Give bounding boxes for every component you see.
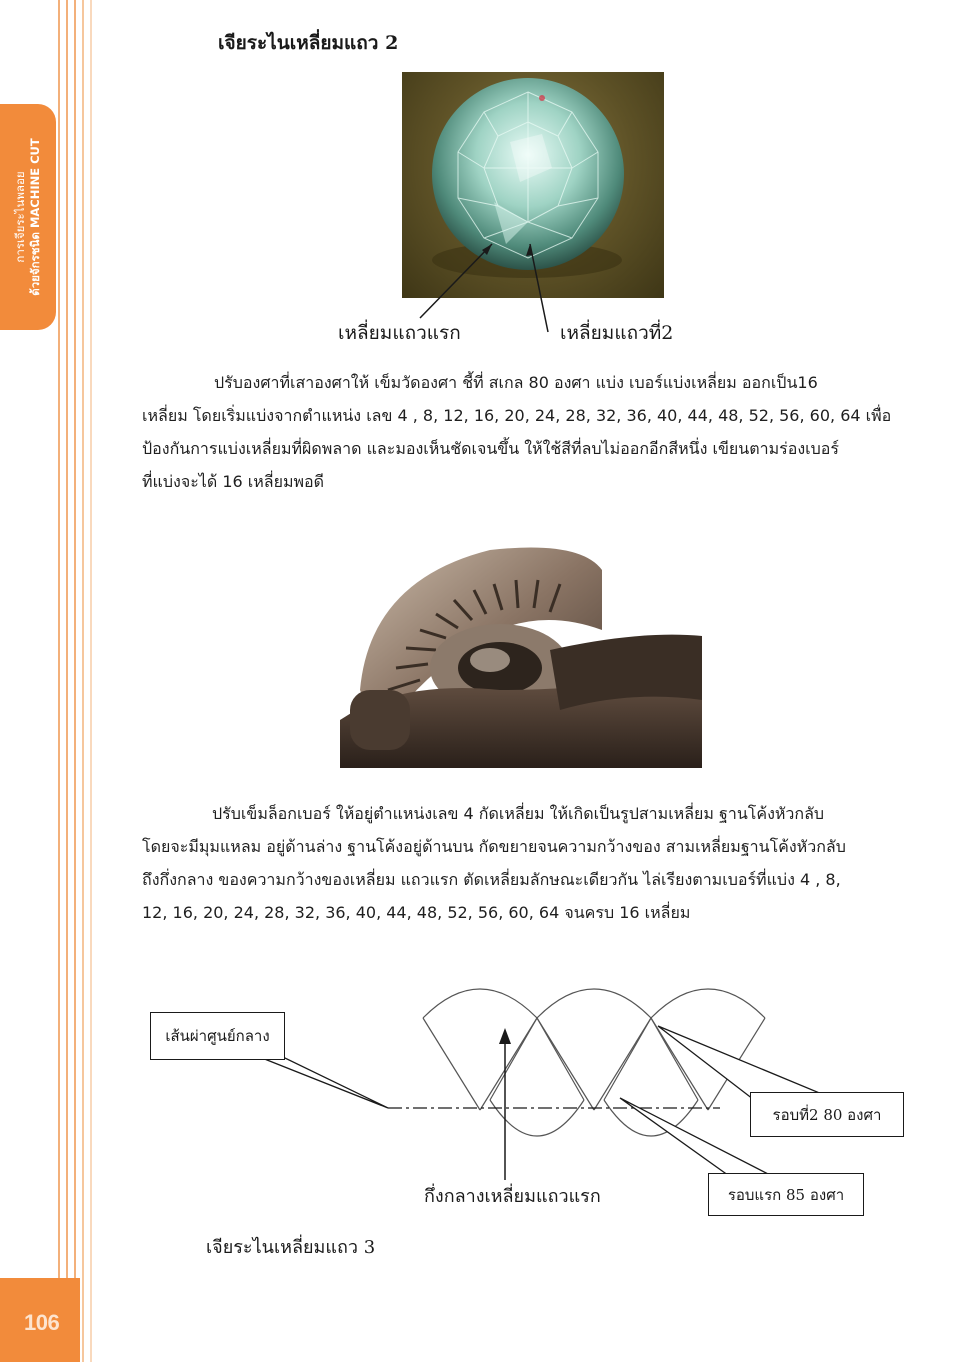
paragraph-line: เหลี่ยม โดยเริ่มแบ่งจากตำแหน่ง เลข 4 , 8, 12, 16, 20, 24, 28, 32, 36, 40, 44, 48, 52, 56, 60, 64 เพื่อ — [142, 406, 892, 425]
label-round-1 — [708, 1173, 864, 1216]
paragraph-line: 12, 16, 20, 24, 28, 32, 36, 40, 44, 48, 52, 56, 60, 64 จนครบ 16 เหลี่ยม — [142, 903, 691, 922]
page-number: 106 — [24, 1310, 60, 1335]
label-second-row-facets: เหลี่ยมแถวที่2 — [560, 322, 674, 344]
paragraph-line: ที่แบ่งจะได้ 16 เหลี่ยมพอดี — [142, 472, 325, 491]
label-round-2-text: รอบที่2 80 องศา — [772, 1105, 882, 1124]
gear-illustration — [340, 540, 702, 768]
label-round-2 — [750, 1092, 904, 1137]
chapter-tab-line: การเจียระไนพลอย — [13, 171, 27, 263]
paragraph-2 — [142, 797, 918, 929]
section-heading: เจียระไนเหลี่ยมแถว 3 — [206, 1237, 376, 1258]
gem-pointer-lines — [0, 0, 960, 360]
paragraph-line: ปรับเข็มล็อกเบอร์ ให้อยู่ตำแหน่งเลข 4 กัดเหลี่ยม ให้เกิดเป็นรูปสามเหลี่ยม ฐานโค้งหัวกลับ — [212, 804, 825, 823]
paragraph-1 — [142, 366, 918, 498]
paragraph-line: ปรับองศาที่เสาองศาให้ เข็มวัดองศา ชี้ที่ สเกล 80 องศา แบ่ง เบอร์แบ่งเหลี่ยม ออกเป็น16 — [214, 373, 818, 392]
label-mid-first-row: กึ่งกลางเหลี่ยมแถวแรก — [424, 1186, 601, 1207]
label-center-line-text: เส้นผ่าศูนย์กลาง — [165, 1027, 270, 1045]
paragraph-line: โดยจะมีมุมแหลม อยู่ด้านล่าง ฐานโค้งอยู่ด้านบน กัดขยายจนความกว้างของ สามเหลี่ยมฐานโค้งหัวกลับ — [142, 837, 846, 856]
gear-photo — [340, 540, 702, 768]
label-first-row-facets: เหลี่ยมแถวแรก — [338, 322, 461, 344]
section-heading: เจียระไนเหลี่ยมแถว 2 — [218, 32, 399, 54]
facet-diagram — [0, 975, 960, 1225]
label-center-line — [150, 1012, 285, 1060]
chapter-tab-line: ด้วยจักรชนิด MACHINE CUT — [28, 138, 42, 296]
label-round-1-text: รอบแรก 85 องศา — [727, 1185, 845, 1204]
paragraph-line: ถึงกึ่งกลาง ของความกว้างของเหลี่ยม แถวแรก ตัดเหลี่ยมลักษณะเดียวกัน ไล่เรียงตามเบอร์ที่แบ่ง 4 , 8, — [142, 870, 841, 889]
paragraph-line: ป้องกันการแบ่งเหลี่ยมที่ผิดพลาด และมองเห็นชัดเจนขึ้น ให้ใช้สีที่ลบไม่ออกอีกสีหนึ่ง เขียนตามร่องเบอร์ — [142, 439, 839, 458]
